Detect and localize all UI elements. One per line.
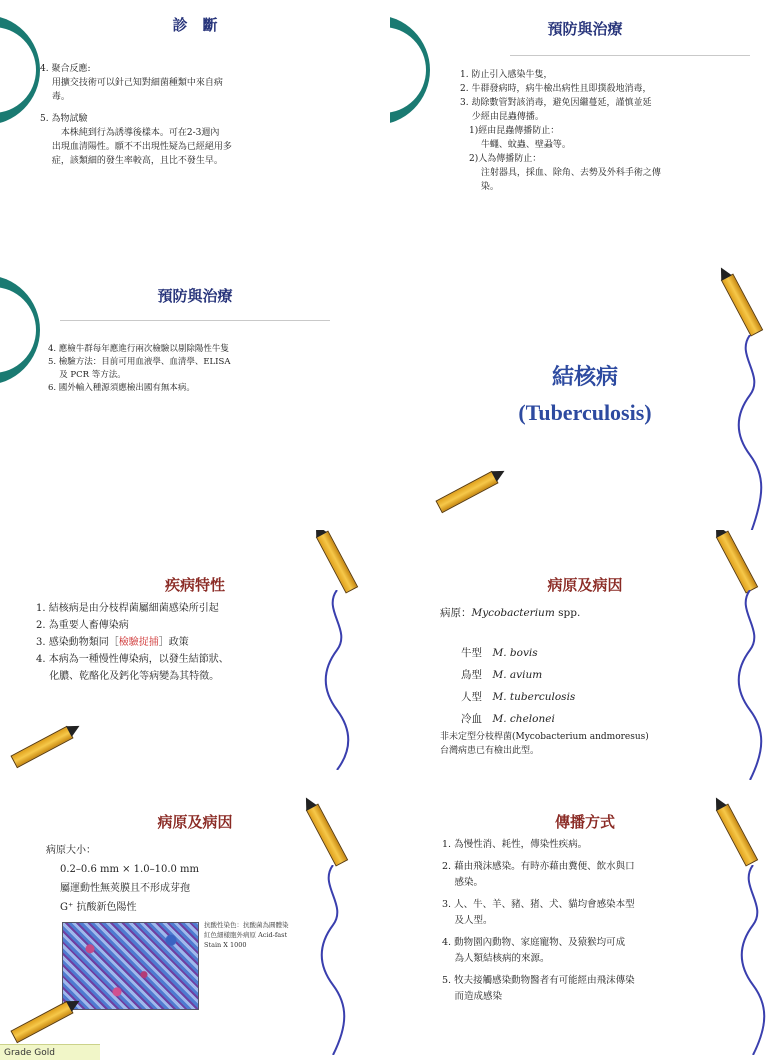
slide-transmission[interactable]: [390, 795, 780, 1060]
type-row: 鳥型 M. avium: [461, 669, 543, 681]
squiggle-decoration: [738, 865, 768, 1055]
item-head: 5. 為物試驗: [40, 114, 88, 124]
property-line: 屬運動性無莢膜且不形成芽孢: [60, 883, 190, 894]
pathogen-line: 病原：Mycobacterium spp.: [440, 607, 581, 619]
slide-prevention-1[interactable]: [390, 0, 780, 265]
type-row: 牛型 M. bovis: [461, 647, 538, 659]
acid-fast-stain-image: [62, 922, 199, 1010]
slide-title: 診 斷: [172, 16, 218, 34]
list-item: 1. 結核病是由分枝桿菌屬細菌感染所引起: [36, 603, 219, 614]
slide-prevention-2[interactable]: [0, 265, 390, 530]
note: 台灣病患已有檢出此型。: [440, 746, 540, 756]
slide-title: 病原及病因: [157, 813, 233, 831]
list-item: 3. 人、牛、羊、豬、猪、犬、貓均會感染本型: [442, 899, 635, 910]
list-item: 6. 國外輸入種源須應檢出國有無本病。: [48, 383, 195, 393]
list-item: 感染。: [442, 877, 484, 888]
size-value: 0.2–0.6 mm × 1.0–10.0 mm: [60, 864, 199, 875]
item-body: 毒。: [40, 92, 70, 102]
list-item: 5. 牧夫接觸感染動物醫者有可能經由飛沫傳染: [442, 975, 635, 986]
squiggle-decoration: [322, 590, 352, 770]
slide-title: 預防與治療: [547, 20, 623, 38]
list-item: 及人型。: [442, 915, 493, 926]
pencil-icon: [10, 726, 73, 768]
list-item: 為人類結核病的來源。: [442, 953, 550, 964]
pencil-icon: [10, 1001, 73, 1043]
note: 非未定型分枝桿菌(Mycobacterium andmoresus): [440, 732, 649, 742]
slide-disease-features[interactable]: [0, 530, 390, 795]
list-item: 注射器具，採血、除角、去勢及外科手術之傳: [460, 168, 661, 178]
type-row: 冷血 M. chelonei: [461, 713, 555, 725]
list-item: 化膿、乾酪化及鈣化等病變為其特徵。: [36, 671, 220, 682]
slide-title: 疾病特性: [164, 576, 225, 594]
slide-body: [460, 68, 760, 194]
slide-title: 傳播方式: [554, 813, 615, 831]
slide-body: [440, 602, 750, 758]
list-item: 4. 動物園內動物、家庭寵物、及猿猴均可成: [442, 937, 626, 948]
slide-pathogen-1[interactable]: [390, 530, 780, 795]
property-line: G⁺ 抗酸新色陽性: [60, 902, 137, 913]
list-item: 少經由昆蟲傳播。: [460, 112, 544, 122]
list-item: 5. 檢驗方法：目前可用血液學、血清學、ELISA: [48, 357, 231, 367]
list-item: 而造成感染: [442, 991, 503, 1002]
item-body: 本株純到行為誘導後樣本。可在2-3週內: [40, 128, 220, 138]
list-item: 1. 為慢性消、耗性，傳染性疾病。: [442, 839, 588, 850]
slide-body: [46, 841, 326, 917]
list-item: 2. 牛群發病時，病牛檢出病性且即撲殺地消毒，: [460, 84, 652, 94]
pencil-icon: [721, 273, 763, 336]
list-item: 4. 本病為一種慢性傳染病，以發生結節狀、: [36, 654, 229, 665]
list-item: 3. 劫除數管對該消毒，避免因繼蔓延，謹慎並延: [460, 98, 652, 108]
title-divider: [60, 320, 330, 321]
list-item: 3. 感染動物類同［檢驗捉捕］政策: [36, 637, 189, 648]
slide-title: 預防與治療: [157, 287, 233, 305]
list-item: 1. 防止引入感染牛隻，: [460, 70, 553, 80]
slide-title: 病原及病因: [547, 576, 623, 594]
item-head: 4. 聚合反應:: [40, 64, 91, 74]
type-row: 人型 M. tuberculosis: [461, 691, 576, 703]
list-item: 牛蠅、蚊蟲、壁蝨等。: [460, 140, 571, 150]
item-body: 用擴交技術可以針己知對細菌種類中來自病: [40, 78, 223, 88]
list-item: 染。: [460, 182, 499, 192]
list-item: 1)經由昆蟲傳播防止：: [460, 126, 560, 136]
highlight-text: 檢驗捉捕: [118, 637, 159, 648]
slide-body: [442, 837, 742, 1005]
slide-body: [48, 343, 368, 395]
slide-tuberculosis-title[interactable]: [390, 265, 780, 530]
item-body: 症，該類細的發生率較高，且比不發生早。: [40, 156, 223, 166]
image-caption: 抗酸性染色：抗酸菌為圓體染紅色細樣胞外病原 Acid-fast Stain X 1000: [204, 921, 289, 949]
slide-pathogen-2[interactable]: [0, 795, 390, 1060]
slide-body: [40, 62, 340, 168]
list-item: 及 PCR 等方法。: [48, 370, 126, 380]
size-label: 病原大小：: [46, 845, 96, 856]
slide-diagnosis[interactable]: [0, 0, 390, 265]
status-bar: Grade Gold: [0, 1044, 100, 1060]
list-item: 2. 為重要人畜傳染病: [36, 620, 129, 631]
slide-body: [36, 600, 326, 685]
item-body: 出現血清陽性。願不不出現性疑為已經絕用多: [40, 142, 232, 152]
list-item: 4. 應檢牛群每年應進行兩次檢驗以剔除陽性牛隻: [48, 344, 229, 354]
list-item: 2. 藉由飛沫感染。有時亦藉由糞便、飲水與口: [442, 861, 635, 872]
pencil-icon: [435, 471, 498, 513]
list-item: 2)人為傳播防止：: [460, 154, 542, 164]
title-divider: [510, 55, 750, 56]
title-english: (Tuberculosis): [518, 400, 652, 425]
title-chinese: 結核病: [551, 364, 618, 390]
